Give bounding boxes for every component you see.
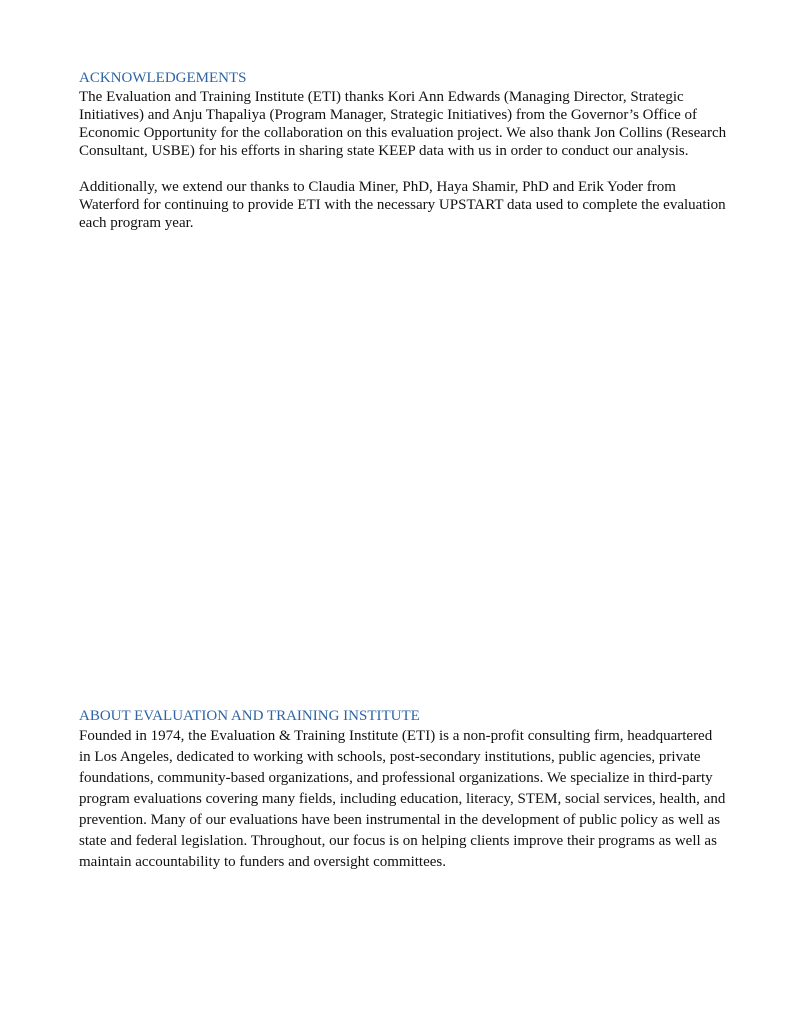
- acknowledgements-paragraph-2: Additionally, we extend our thanks to Claudia Miner, PhD, Haya Shamir, PhD and Erik Yoder from Waterford for continuing to provide ETI with the necessary UPSTART data used to complete the evaluation each program year.: [79, 179, 726, 231]
- about-paragraph: Founded in 1974, the Evaluation & Training Institute (ETI) is a non-profit consulting firm, headquartered in Los Angeles, dedicated to working with schools, post-secondary institutions, public agencies, private foundations, community-based organizations, and professional organizations. We specialize in third-party program evaluations covering many fields, including education, literacy, STEM, social services, health, and prevention. Many of our evaluations have been instrumental in the development of public policy as well as state and federal legislation. Throughout, our focus is on helping clients improve their programs as well as maintain accountability to funders and oversight committees.: [79, 728, 726, 870]
- about-section: [79, 706, 727, 873]
- acknowledgements-section: [79, 68, 727, 232]
- acknowledgements-heading: ACKNOWLEDGEMENTS: [79, 70, 247, 86]
- about-heading: ABOUT EVALUATION AND TRAINING INSTITUTE: [79, 708, 420, 724]
- acknowledgements-paragraph-1: The Evaluation and Training Institute (ETI) thanks Kori Ann Edwards (Managing Director, Strategic Initiatives) and Anju Thapaliya (Program Manager, Strategic Initiatives) from the Governor’s Office of Economic Opportunity for the collaboration on this evaluation project. We also thank Jon Collins (Research Consultant, USBE) for his efforts in sharing state KEEP data with us in order to conduct our analysis.: [79, 89, 727, 159]
